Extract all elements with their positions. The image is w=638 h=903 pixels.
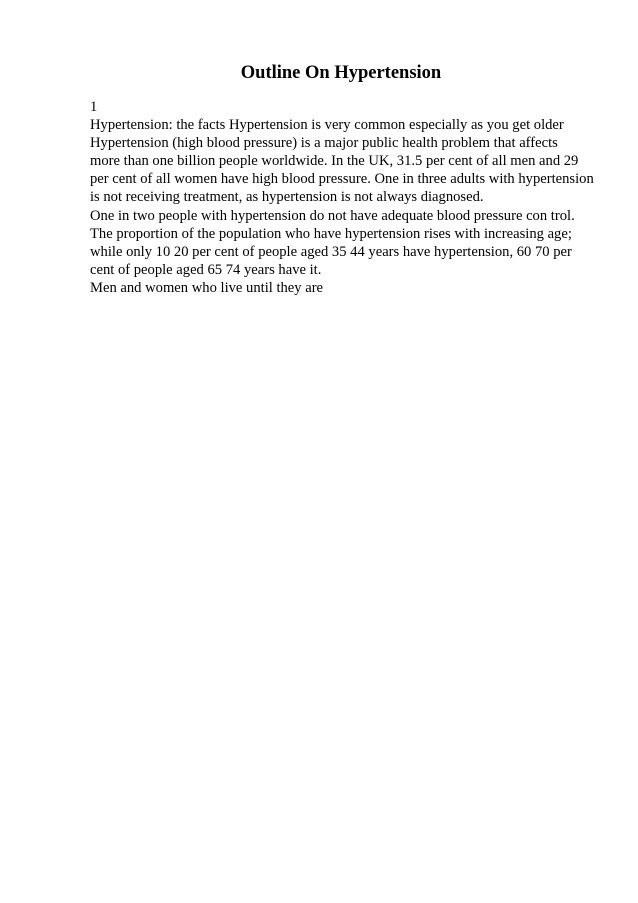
text-line: more than one billion people worldwide. In the UK, 31.5 per cent of all men and 29 — [90, 153, 579, 170]
document-body — [90, 98, 630, 297]
text-line: is not receiving treatment, as hypertension is not always diagnosed. — [90, 189, 484, 206]
text-line: Hypertension (high blood pressure) is a major public health problem that affects — [90, 135, 558, 152]
text-line: Men and women who live until they are — [90, 279, 324, 296]
page-number: 1 — [90, 99, 98, 115]
text-line: per cent of all women have high blood pressure. One in three adults with hypertension — [90, 171, 594, 188]
text-line: while only 10 20 per cent of people aged 35 44 years have hypertension, 60 70 per — [90, 243, 572, 260]
text-line: cent of people aged 65 74 years have it. — [90, 261, 322, 278]
text-line: The proportion of the population who have hypertension rises with increasing age; — [90, 225, 572, 242]
text-line: One in two people with hypertension do not have adequate blood pressure con trol. — [90, 207, 575, 224]
text-line: Hypertension: the facts Hypertension is very common especially as you get older — [90, 117, 564, 134]
document-title: Outline On Hypertension — [240, 63, 442, 83]
